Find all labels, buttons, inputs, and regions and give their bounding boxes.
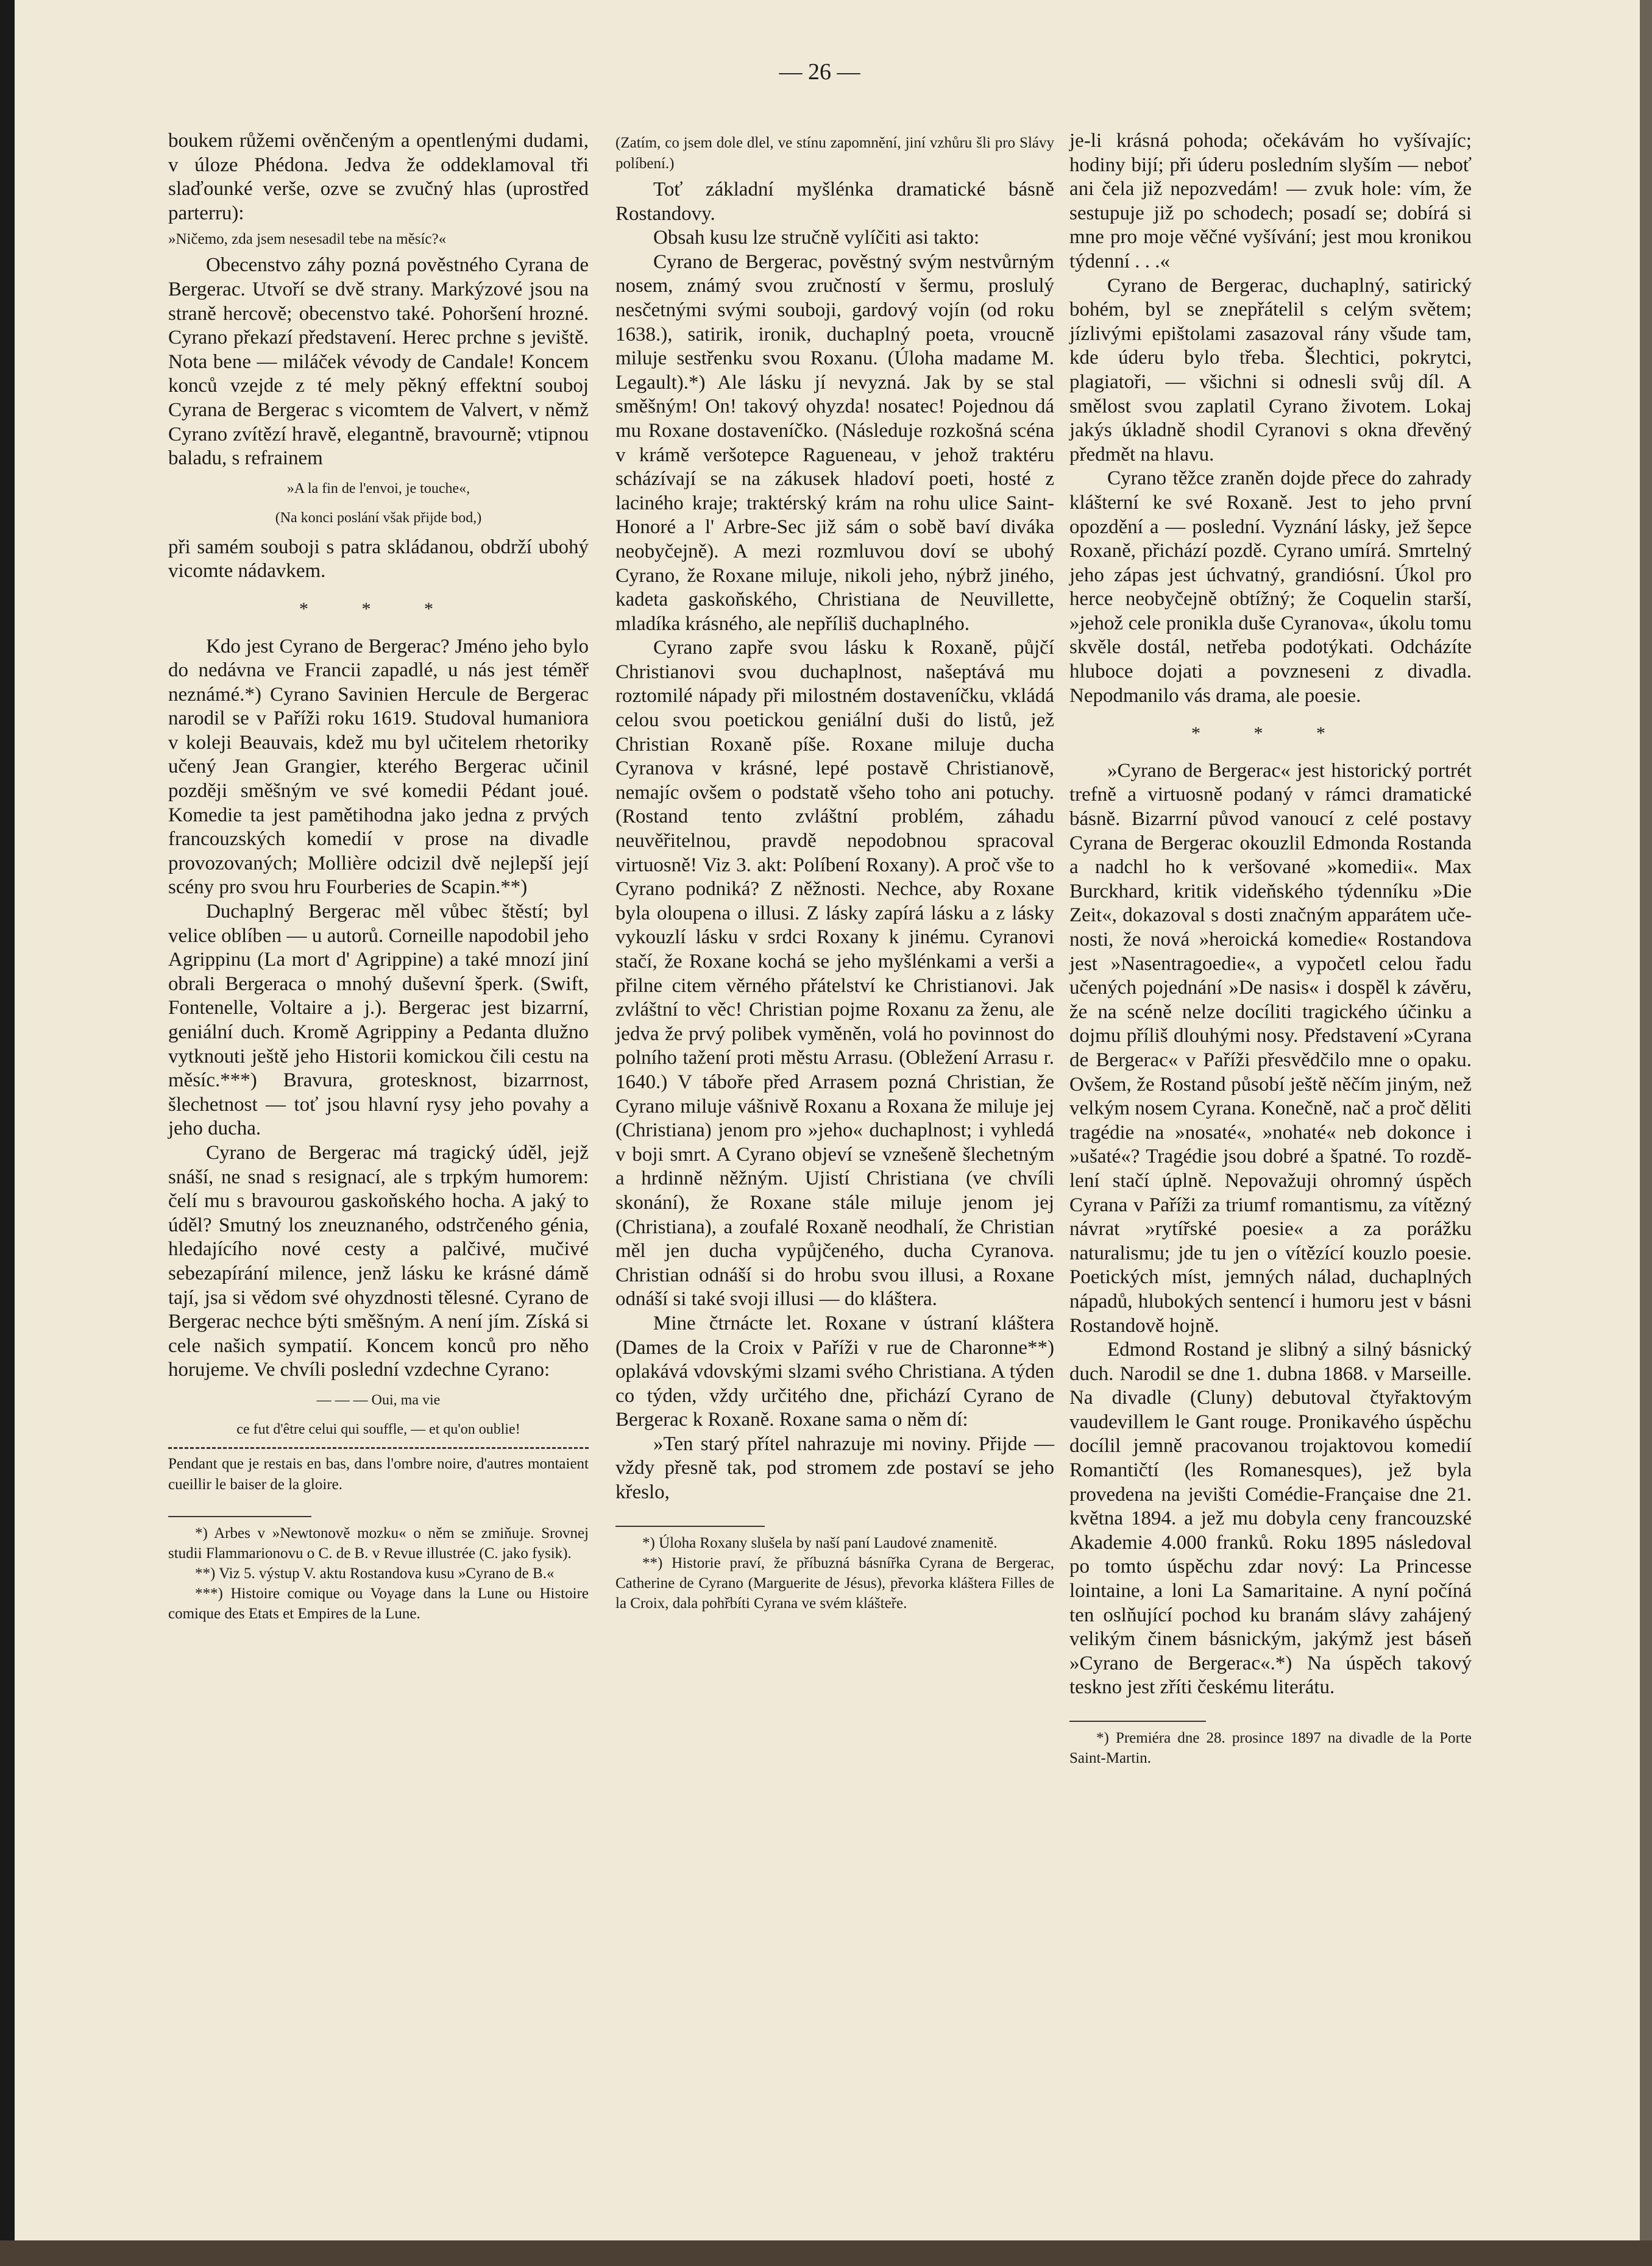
quote: Pendant que je restais en bas, dans l'ombre noire, d'autres montaient cueillir le baiser de la gloire. [168, 1455, 589, 1493]
paragraph: při samém souboji s patra skládanou, obdrží ubohý vicomte nádavkem. [168, 536, 589, 582]
quote: »Ničemo, zda jsem nesesadil tebe na měsíc?« [168, 231, 447, 248]
section-separator: * * * [299, 598, 458, 619]
verse: (Na konci poslání však přijde bod,) [275, 509, 482, 526]
paragraph: Obecenstvo záhy pozná pověstného Cyrana de Bergerac. Utvoří se dvě strany. Markýzové jsou na straně hercově; obecenstvo také. Pohoršení hrozné. Cyrano překazí představení. Herec prchne s jeviště. Nota bene — miláček vévody de Candale! Koncem konců vzejde z té mely pěkný effektní souboj Cyrana de Bergerac s vicomtem de Valvert, v němž Cyrano zvítězí hravě, elegantně, bravourně; vtipnou baladu, s refrainem [168, 254, 589, 470]
footnotes [1069, 1721, 1472, 1768]
paragraph: Cyrano de Bergerac, duchaplný, satirický bohém, byl se znepřátelil s celým světem; jízlivými epištolami zasazoval rány všude tam, kde úderu bylo třeba. Šlechtici, pokrytci, plagiatoři, — všichni si odnesli svůj díl. A smělost svou zaplatil Cyrano životem. Lokaj jakýs úkladně shodil Cyranovi s okna dřevěný předmět na hlavu. [1069, 274, 1472, 466]
scan-edge-right [1640, 0, 1652, 2266]
paragraph: Cyrano zapře svou lásku k Roxaně, půjčí Christianovi svou duchaplnost, našeptává mu roztomilé nápady při milostném dostaveníčku, vkládá celou svou poetickou geniální duši do listů, jež Christian Roxaně píše. Roxane miluje ducha Cyranova v krásné, lepé postavě Christianově, nemajíc ovšem o podstatě všeho toho ani potuchy. (Rostand tento zvláštní problém, záhadu neuvěřitelnou, pravdě nepodobnou spracoval virtuosně! Viz 3. akt: Políbení Roxany). A proč vše to Cyrano podniká? Z něžnosti. Nechce, aby Roxane byla oloupena o illusi. Z lásky zapírá lásku a z lásky vykouzlí lásku v srdci Roxany k jinému. Cyranovi stačí, že Roxane kochá se jeho myšlénkami a verši a přilne citem věrného přátelství ke Christianovi. Jak zvláštní to věc! Christian pojme Roxanu za ženu, ale jedva že prvý polibek vyměněn, volá ho povinnost do polního tažení proti městu Arrasu. (Obležení Arrasu r. 1640.) V táboře před Arrasem pozná Christian, že Cyrano miluje vášnivě Roxanu a Roxana že miluje jej (Christiana) jenom pro »jeho« duchaplnost; i vyhledá v boji smrt. A Cyrano objeví se vznešeně šlechetným a hrdinně něžným. Ujistí Christiana (ve chvíli skonání), že Roxane stále miluje jenom jej (Christiana), a zoufalé Roxaně neodhalí, že Christian měl jen ducha vypůjčeného, ducha Cyranova. Christian odnáší si do hrobu svou illusi, a Roxane odnáší si také svoji illusi — do kláštera. [615, 637, 1054, 1311]
verse: ce fut d'être celui qui souffle, — et qu'on oublie! [236, 1421, 520, 1437]
footnote: **) Viz 5. výstup V. aktu Rostandova kusu »Cyrano de B.« [195, 1565, 555, 1582]
paragraph: Mine čtrnácte let. Roxane v ústraní kláštera (Dames de la Croix v Paříži v rue de Charonne**) oplakává vdovskými slzami svého Christiana. A týden co týden, vždy určitého dne, přichází Cyrano de Bergerac k Roxaně. Roxane sama o něm dí: [615, 1312, 1054, 1431]
paragraph: »Ten starý přítel nahrazuje mi noviny. Přijde — vždy přesně tak, pod stromem zde postaví se jeho křeslo, [615, 1432, 1054, 1504]
paragraph: Toť základní myšlénka dramatické básně Rostandovy. [615, 179, 1054, 225]
footnotes [615, 1526, 1054, 1613]
column-left [168, 129, 589, 1624]
quote: (Zatím, co jsem dole dlel, ve stínu zapomnění, jiní vzhůru šli pro Slávy políbení.) [615, 135, 1054, 172]
paragraph: Kdo jest Cyrano de Bergerac? Jméno jeho bylo do nedávna ve Francii zapadlé, u nás jest téměř neznámé.*) Cyrano Savinien Hercule de Bergerac narodil se v Paříži roku 1619. Studoval humaniora v koleji Beauvais, kdež mu byl učitelem rhetoriky učený Jean Grangier, kterého Bergerac učinil později směšným ve své komedii Pédant joué. Komedie ta jest pamětihodna jako jedna z prvých francouzských komedií v prose na divadle provozovaných; Mollière odcizil dvě nejlepší její scény pro svou hru Fourberies de Scapin.**) [168, 635, 589, 899]
scan-edge-bottom [0, 2240, 1652, 2266]
paragraph: Duchaplný Bergerac měl vůbec štěstí; byl velice oblíben — u autorů. Corneille napodobil jeho Agrippinu (La mort d' Agrippine) a také mnozí jiní obrali Bergeraca o mnohý duševní šperk. (Swift, Fontenelle, Voltaire a j.). Bergerac jest bizarrní, geniální duch. Kromě Agrippiny a Pedanta dlužno vytknouti ještě jeho Historii komickou čili cestu na měsíc.***) Bravura, grotesknost, bizarrnost, šlechetnost — toť jsou hlavní rysy jeho povahy a jeho ducha. [168, 901, 589, 1140]
paragraph: Cyrano de Bergerac má tragický úděl, jejž snáší, ne snad s resignací, ale s trpkým humorem: čelí mu s bravourou gaskoňského hocha. A jaký to úděl? Smutný los zneuznaného, odstrčeného génia, hledajícího nové cesty a palčivé, mučivé sebezapírání milence, jenž lásku ke krásné dámě tají, jsa si vědom své ohyzdnosti tělesné. Cyrano de Bergerac nechce býti směšným. A není jím. Získá si cele našich sympatií. Koncem konců pro něho horujeme. Ve chvíli poslední vzdechne Cyrano: [168, 1141, 589, 1381]
paragraph: boukem růžemi ověnčeným a opentlenými dudami, v úloze Phédona. Jedva že oddeklamoval tři slaďounké verše, ozve se zvučný hlas (uprostřed parterru): [168, 130, 589, 224]
page-number: — 26 — [779, 59, 860, 85]
footnote: *) Úloha Roxany slušela by naší paní Laudové znamenitě. [642, 1534, 998, 1551]
footnote-rule [168, 1516, 311, 1517]
verse: — — — Oui, ma vie [316, 1392, 441, 1408]
footnote: *) Arbes v »Newtonově mozku« o něm se zmiňuje. Srovnej studii Flammarionovu o C. de B. v Revue illustrée (C. jako fysik). [168, 1524, 589, 1562]
paragraph: »Cyrano de Bergerac« jest historický portrét trefně a virtuosně podaný v rámci dramatické básně. Bizarrní původ vanoucí z celé postavy Cyrana de Bergerac okouzlil Edmonda Rostanda a nadchl ho k veršované »komedii«. Max Burckhard, kritik videňského týdenníku »Die Zeit«, dokazoval s dosti značným apparátem učenosti, že nová »heroická komedie« Rostandova jest »Nasentragoedie«, a vypočetl celou řadu učených pojednání »De nasis« i dospěl k závěru, že na scéně nelze docíliti tragického účinku a dojmu příliš dlouhými nosy. Představení »Cyrana de Bergerac« v Paříži přesvědčilo mne o opaku. Ovšem, že Rostand působí ještě něčím jiným, než velkým nosem Cyrana. Konečně, nač a proč děliti tragédie na »nosaté«, »nohaté« neb dokonce i »ušaté«? Tragédie jsou dobré a špatné. To rozdělení stačí úplně. Nepovažuji ohromný úspěch Cyrana v Paříži za triumf romantismu, za vítězný návrat »rytířské poesie« a za porážku naturalismu; jde tu jen o vítězící kouzlo poesie. Poetických míst, jemných nálad, duchaplných nápadů, hlubokých sentencí i humoru jest v básni Rostandově hojně. [1069, 759, 1472, 1337]
scan-edge-left [0, 0, 15, 2266]
footnote-rule [1069, 1721, 1206, 1722]
paragraph: Cyrano de Bergerac, pověstný svým nestvůrným nosem, známý svou zručností v šermu, proslulý nesčetnými svými souboji, gardový vojín (od roku 1638.), satirik, ironik, duchaplný poeta, vroucně miluje sestřenku svou Roxanu. (Úloha madame M. Legault).*) Ale lásku jí nevyzná. Jak by se stal směšným! On! takový ohyzda! nosatec! Pojednou dá mu Roxane dostaveníčko. (Následuje rozkošná scéna v krámě veršotepce Ragueneau, v jehož traktéru scházívají se na zákusek hladoví poeti, hosté z laciného kraje; traktérský krám na rohu ulice Saint-Honoré a l' Arbre-Sec již sám o sobě baví diváka neobyčejně). A mezi rozmluvou doví se ubohý Cyrano, že Roxane miluje, nikoli jeho, nýbrž jiného, kadeta gaskoňského, Christiana de Neuvillette, mladíka krásného, ale nepříliš duchaplného. [615, 250, 1054, 635]
section-separator: * * * [1191, 723, 1350, 744]
paragraph: Obsah kusu lze stručně vylíčiti asi takto: [653, 227, 980, 249]
dashed-divider [168, 1447, 589, 1449]
column-middle [615, 129, 1054, 1613]
paragraph: je-li krásná pohoda; očekávám ho vyšívajíc; hodiny bijí; při úderu posledním slyším — neboť ani čela již nepozvedám! — zvuk hole: vím, že sestupuje již po schodech; posadí se; dobírá si mne pro moje věčné vyšívání; jest mou kronikou týdenní . . .« [1069, 130, 1472, 272]
footnote: ***) Histoire comique ou Voyage dans la Lune ou Histoire comique des Etats et Empires de la Lune. [168, 1585, 589, 1622]
footnote: *) Premiéra dne 28. prosince 1897 na divadle de la Porte Saint-Martin. [1069, 1730, 1472, 1766]
paragraph: Edmond Rostand je slibný a silný básnický duch. Narodil se dne 1. dubna 1868. v Marseille. Na divadle (Cluny) debutoval čtyřaktovým vaudevillem le Gant rouge. Pronikavého úspěchu docílil jemně pracovanou trojaktovou komedií Romantičtí (les Romanesques), jež byla provedena na jevišti Comédie-Française dne 21. května 1894. a jež mu dobyla ceny francouzské Akademie 4.000 franků. Roku 1895 následoval po tomto úspěchu zdar nový: La Princesse lointaine, a loni La Samaritaine. A nyní počíná ten oslňující pochod ku branám slávy zahájený velikým činem básnickým, jakýmž jest báseň »Cyrano de Bergerac«.*) Na úspěch takový teskno jest zříti českému literátu. [1069, 1339, 1472, 1699]
column-right [1069, 129, 1472, 1768]
footnotes [168, 1516, 589, 1624]
paragraph: Cyrano těžce zraněn dojde přece do zahrady klášterní ke své Roxaně. Jest to jeho první opozdění a — poslední. Vyznání lásky, jež šepce Roxaně, přichází pozdě. Cyrano umírá. Smrtelný jeho zápas jest úchvatný, grandiósní. Úkol pro herce neobyčejně obtížný; že Coquelin starší, »jehož cele pronikla duše Cyranova«, úkolu tomu skvěle dostál, netřeba podotýkati. Odcházíte hluboce dojati a povzneseni z divadla. Nepodmanilo vás drama, ale poesie. [1069, 467, 1472, 707]
footnote: **) Historie praví, že příbuzná básnířka Cyrana de Bergerac, Catherine de Cyrano (Marguerite de Jésus), převorka kláštera Filles de la Croix, dala pohřbíti Cyrana ve svém klášteře. [615, 1554, 1054, 1612]
footnote-rule [615, 1526, 765, 1527]
verse: »A la fin de l'envoi, je touche«, [286, 480, 470, 497]
